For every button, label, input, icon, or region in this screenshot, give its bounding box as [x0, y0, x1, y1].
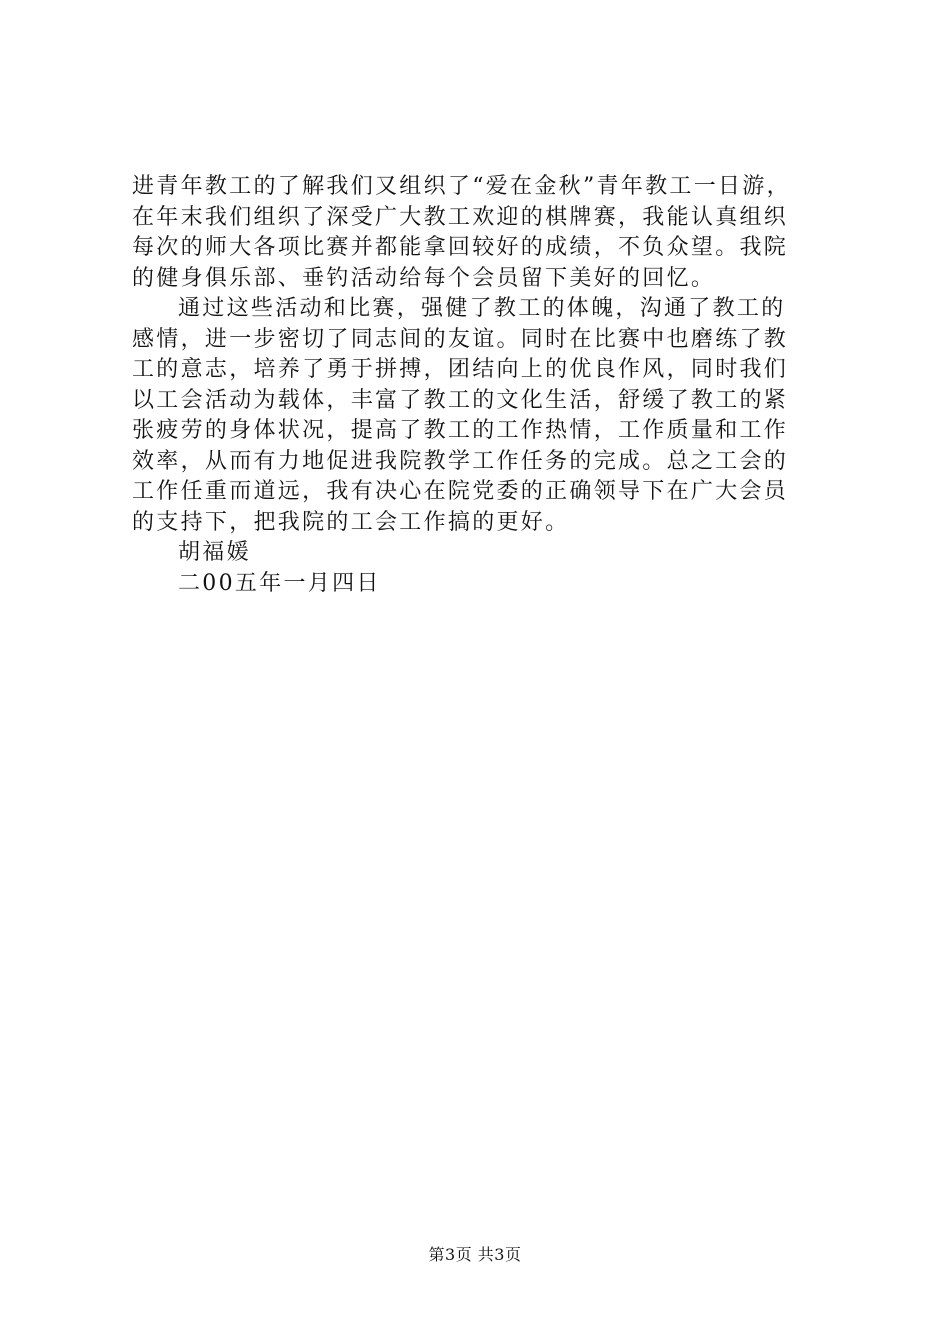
text-line: 进青年教工的了解我们又组织了“爱在金秋”青年教工一日游，: [132, 174, 791, 199]
document-body: [132, 172, 832, 599]
author-signature: 胡福媛: [178, 540, 251, 565]
page-number-footer: 第3页 共3页: [428, 1245, 522, 1264]
document-date: 二00五年一月四日: [178, 570, 381, 596]
text-line: 感情，进一步密切了同志间的友谊。同时在比赛中也磨练了教: [132, 326, 789, 352]
text-line: 的支持下，把我院的工会工作搞的更好。: [132, 509, 570, 535]
text-line: 通过这些活动和比赛，强健了教工的体魄，沟通了教工的: [178, 296, 786, 321]
text-line: 效率，从而有力地促进我院教学工作任务的完成。总之工会的: [132, 448, 789, 474]
text-line: 在年末我们组织了深受广大教工欢迎的棋牌赛，我能认真组织: [132, 204, 789, 230]
text-line: 张疲劳的身体状况，提高了教工的工作热情，工作质量和工作: [132, 418, 789, 443]
text-line: 工的意志，培养了勇于拼搏，团结向上的优良作风，同时我们: [132, 357, 789, 382]
text-line: 每次的师大各项比赛并都能拿回较好的成绩，不负众望。我院: [132, 235, 789, 260]
text-line: 的健身俱乐部、垂钓活动给每个会员留下美好的回忆。: [132, 265, 716, 291]
text-line: 工作任重而道远，我有决心在院党委的正确领导下在广大会员: [132, 479, 789, 504]
text-line: 以工会活动为载体，丰富了教工的文化生活，舒缓了教工的紧: [132, 387, 789, 413]
